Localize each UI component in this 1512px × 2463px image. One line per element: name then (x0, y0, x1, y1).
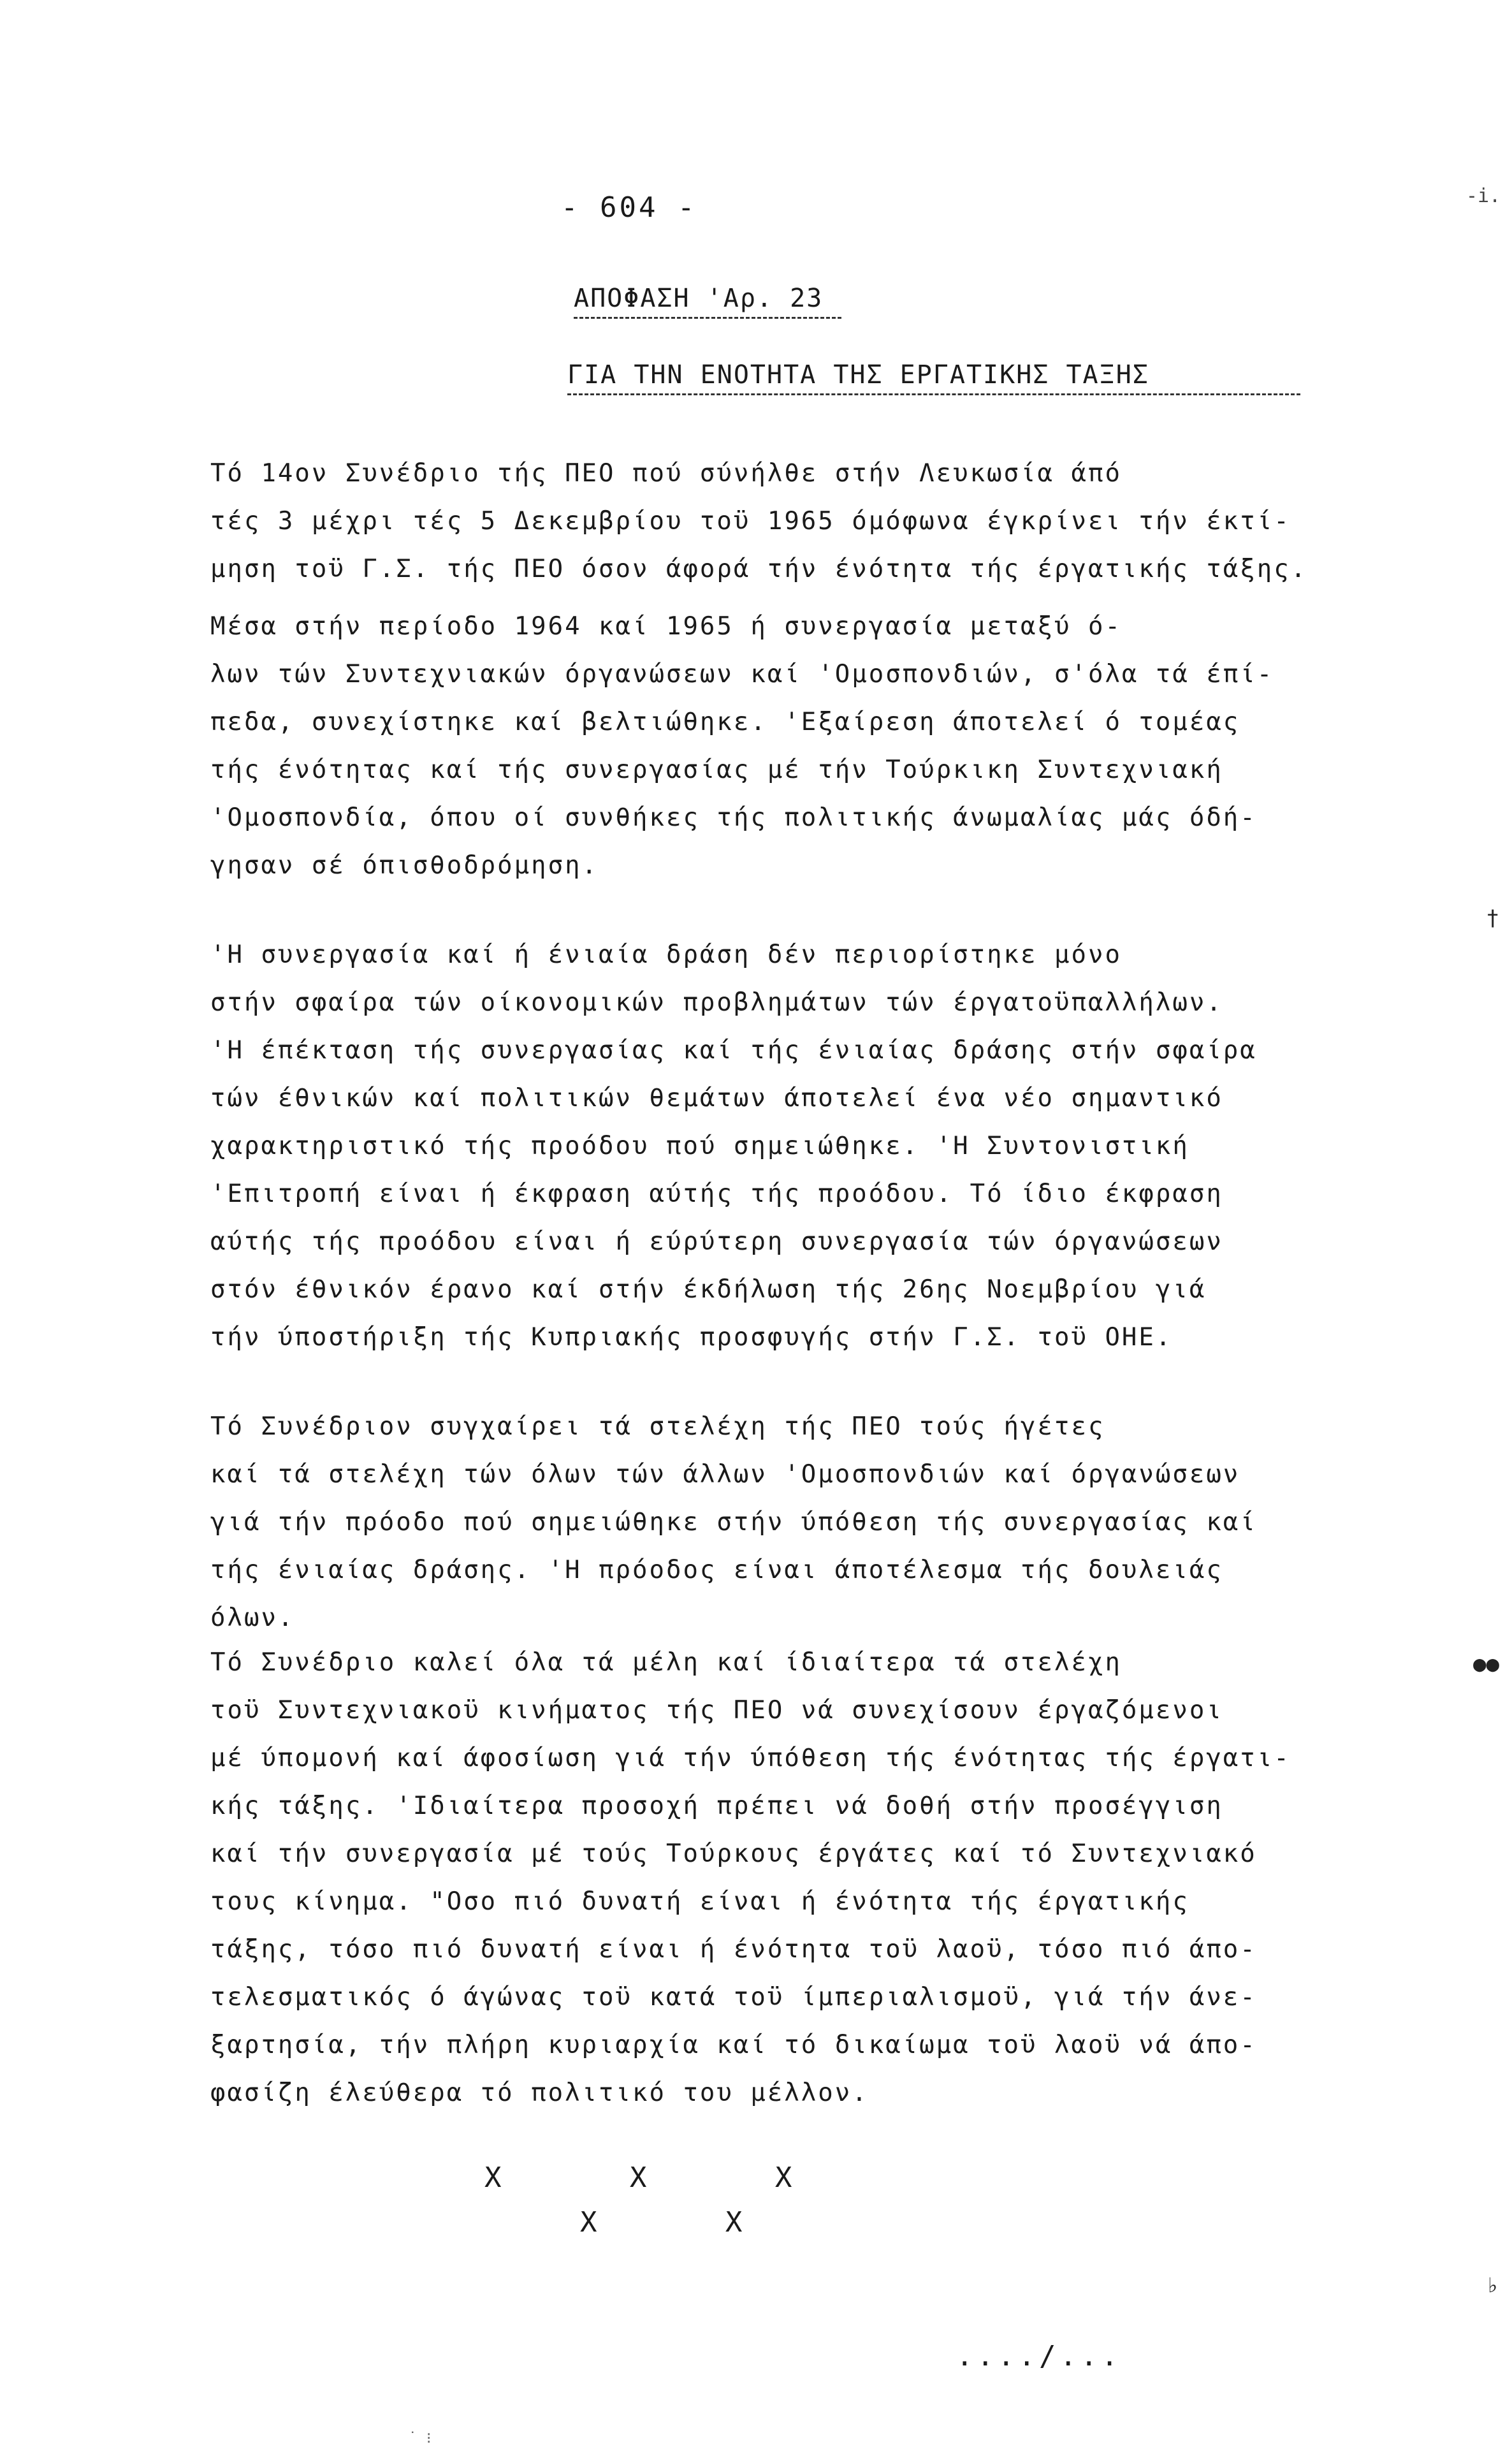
text-line: καί τά στελέχη τών όλων τών άλλων 'Ομοσπονδιών καί όργανώσεων (210, 1460, 1240, 1489)
margin-mark-2: ●● (1473, 1651, 1499, 1677)
text-line: Τό 14ον Συνέδριο τής ΠΕΟ πού σύνήλθε στήν Λευκωσία άπό (210, 459, 1122, 488)
text-line: τελεσματικός ό άγώνας τοϋ κατά τοϋ ίμπεριαλισμοϋ, γιά τήν άνε- (210, 1983, 1257, 2012)
page-number: - 604 - (561, 191, 697, 224)
decision-heading-text: ΑΠΟΦΑΣΗ 'Αρ. 23 (574, 284, 824, 313)
text-line: 'Επιτροπή είναι ή έκφραση αύτής τής προόδου. Τό ίδιο έκφραση (210, 1180, 1223, 1208)
text-line: γησαν σέ όπισθοδρόμηση. (210, 851, 599, 880)
corner-mark: -i. (1466, 185, 1501, 207)
text-line: χαρακτηριστικό τής προόδου πού σημειώθηκε. 'Η Συντονιστική (210, 1132, 1189, 1160)
margin-mark-1: † (1486, 905, 1499, 931)
decision-heading (574, 284, 841, 319)
text-line: τής ένότητας καί τής συνεργασίας μέ τήν Τούρκικη Συντεχνιακή (210, 756, 1223, 784)
text-line: τές 3 μέχρι τές 5 Δεκεμβρίου τοϋ 1965 όμόφωνα έγκρίνει τήν έκτί- (210, 507, 1291, 536)
text-line: κής τάξης. 'Ιδιαίτερα προσοχή πρέπει νά δοθή στήν προσέγγιση (210, 1792, 1223, 1820)
paragraph-1 (210, 449, 1339, 593)
paragraph-4 (210, 1403, 1339, 1642)
text-line: Τό Συνέδριον συγχαίρει τά στελέχη τής ΠΕΟ τούς ήγέτες (210, 1412, 1105, 1441)
separator-row-2: X X (580, 2206, 744, 2239)
text-line: 'Η έπέκταση τής συνεργασίας καί τής ένιαίας δράσης στήν σφαίρα (210, 1036, 1257, 1065)
footer-marks: ˙ ⁝ (408, 2429, 432, 2447)
text-line: μέ ύπομονή καί άφοσίωση γιά τήν ύπόθεση τής ένότητας τής έργατι- (210, 1744, 1291, 1772)
text-line: Τό Συνέδριο καλεί όλα τά μέλη καί ίδιαίτερα τά στελέχη (210, 1648, 1122, 1677)
text-line: τους κίνημα. "Οσο πιό δυνατή είναι ή ένότητα τής έργατικής (210, 1887, 1189, 1916)
text-line: τών έθνικών καί πολιτικών θεμάτων άποτελεί ένα νέο σημαντικό (210, 1084, 1223, 1113)
margin-mark-3: ♭ (1486, 2273, 1499, 2299)
text-line: αύτής τής προόδου είναι ή εύρύτερη συνεργασία τών όργανώσεων (210, 1227, 1223, 1256)
decision-title-text: ΓΙΑ ΤΗΝ ΕΝΟΤΗΤΑ ΤΗΣ ΕΡΓΑΤΙΚΗΣ ΤΑΞΗΣ (567, 360, 1149, 390)
paragraph-5 (210, 1639, 1339, 2117)
text-line: τής ένιαίας δράσης. 'Η πρόοδος είναι άποτέλεσμα τής δουλειάς (210, 1556, 1223, 1584)
text-line: πεδα, συνεχίστηκε καί βελτιώθηκε. 'Εξαίρεση άποτελεί ό τομέας (210, 708, 1240, 736)
text-line: στήν σφαίρα τών οίκονομικών προβλημάτων τών έργατοϋπαλλήλων. (210, 988, 1223, 1017)
text-line: στόν έθνικόν έρανο καί στήν έκδήλωση τής 26ης Νοεμβρίου γιά (210, 1275, 1207, 1304)
text-line: τήν ύποστήριξη τής Κυπριακής προσφυγής στήν Γ.Σ. τοϋ ΟΗΕ. (210, 1323, 1173, 1352)
text-line: γιά τήν πρόοδο πού σημειώθηκε στήν ύπόθεση τής συνεργασίας καί (210, 1508, 1257, 1537)
text-line: λων τών Συντεχνιακών όργανώσεων καί 'Ομοσπονδιών, σ'όλα τά έπί- (210, 660, 1274, 689)
text-line: 'Η συνεργασία καί ή ένιαία δράση δέν περιορίστηκε μόνο (210, 940, 1122, 969)
decision-title (567, 360, 1300, 395)
text-line: Μέσα στήν περίοδο 1964 καί 1965 ή συνεργασία μεταξύ ό- (210, 612, 1122, 641)
paragraph-3 (210, 931, 1339, 1361)
text-line: καί τήν συνεργασία μέ τούς Τούρκους έργάτες καί τό Συντεχνιακό (210, 1839, 1257, 1868)
separator-row-1: X X X (484, 2161, 794, 2194)
text-line: τοϋ Συντεχνιακοϋ κινήματος τής ΠΕΟ νά συνεχίσουν έργαζόμενοι (210, 1696, 1223, 1725)
text-line: φασίζη έλεύθερα τό πολιτικό του μέλλον. (210, 2079, 869, 2107)
text-line: ξαρτησία, τήν πλήρη κυριαρχία καί τό δικαίωμα τοϋ λαοϋ νά άπο- (210, 2031, 1257, 2059)
text-line: 'Ομοσπονδία, όπου οί συνθήκες τής πολιτικής άνωμαλίας μάς όδή- (210, 803, 1257, 832)
text-line: όλων. (210, 1604, 295, 1632)
text-line: τάξης, τόσο πιό δυνατή είναι ή ένότητα τοϋ λαοϋ, τόσο πιό άπο- (210, 1935, 1257, 1964)
text-line: μηση τοϋ Γ.Σ. τής ΠΕΟ όσον άφορά τήν ένότητα τής έργατικής τάξης. (210, 555, 1308, 583)
paragraph-2 (210, 603, 1339, 889)
continuation-marker: ..../... (956, 2340, 1122, 2372)
title-underline (567, 390, 1300, 395)
heading-underline (574, 313, 841, 319)
